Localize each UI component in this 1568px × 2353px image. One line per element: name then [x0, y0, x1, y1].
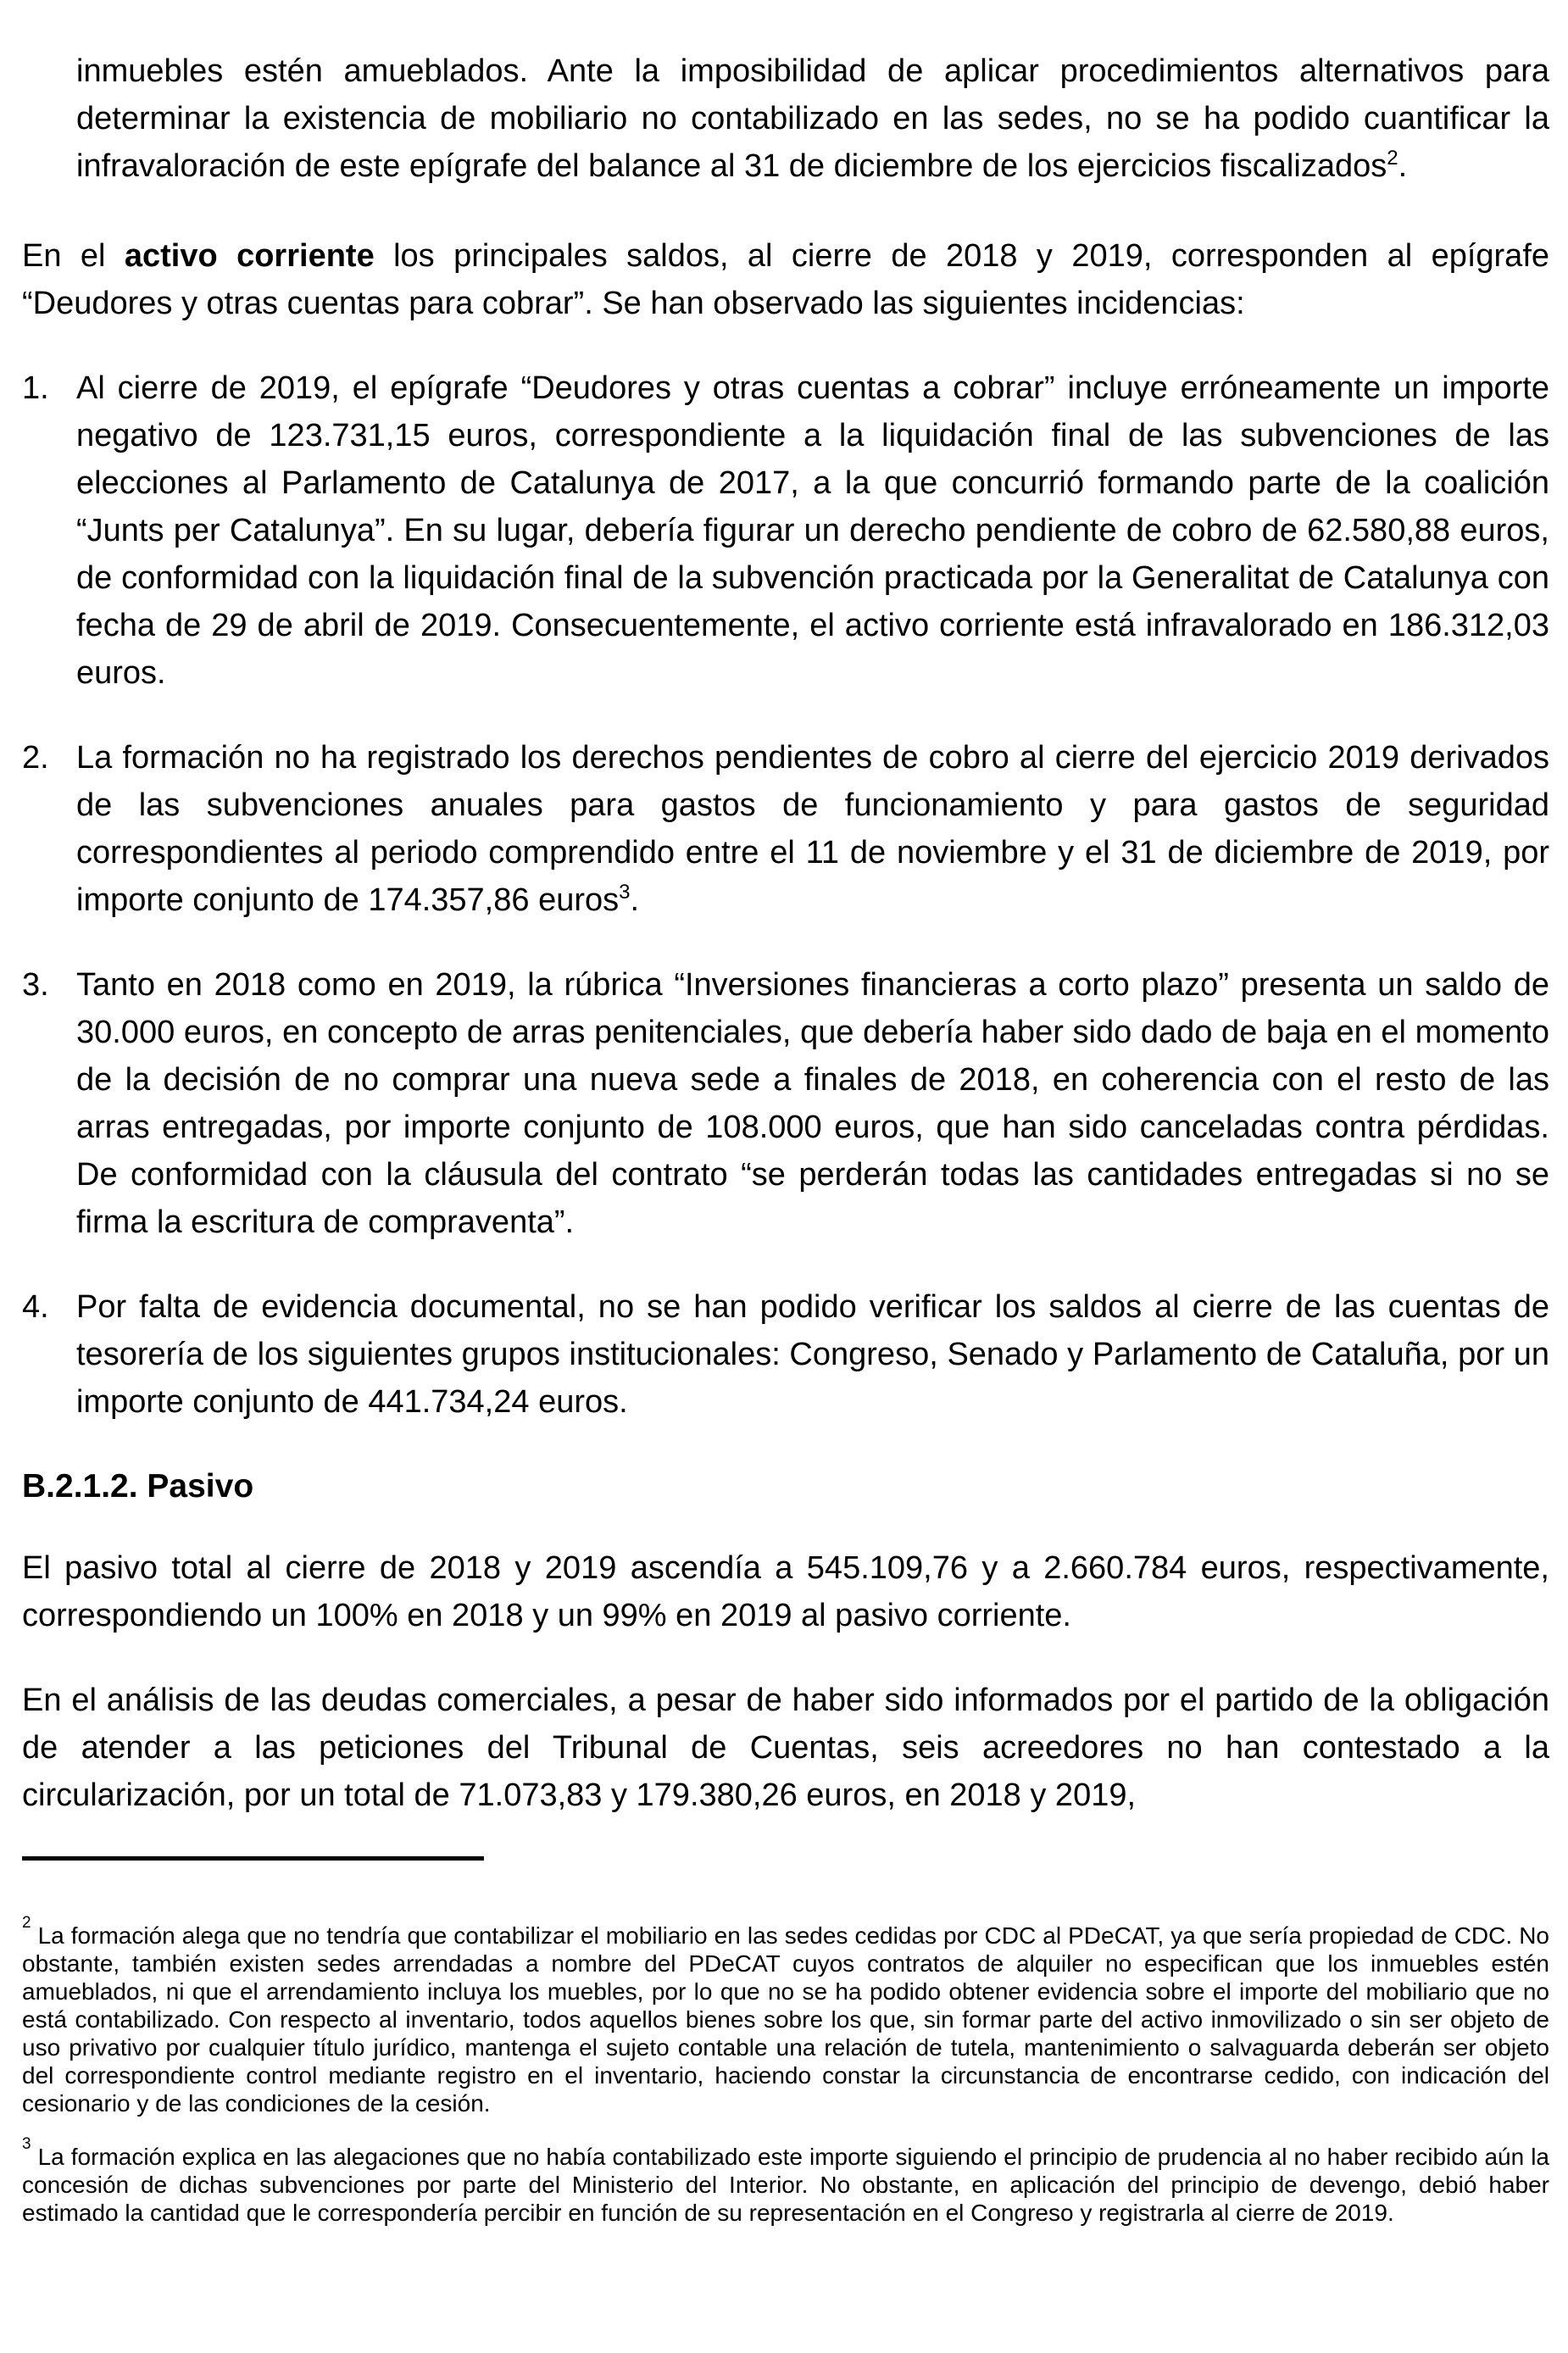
footnote-marker: 3	[22, 2134, 31, 2153]
section-heading-pasivo: B.2.1.2. Pasivo	[22, 1468, 254, 1505]
footnote-ref-3: 3	[619, 881, 631, 904]
intro-paragraph	[22, 232, 1549, 327]
list-item	[22, 364, 1549, 697]
pasivo-total-paragraph: El pasivo total al cierre de 2018 y 2019 ascendía a 545.109,76 y a 2.660.784 euros, respectivamente, correspondiendo un 100% en 2018 y un 99% en 2019 al pasivo corriente.	[22, 1550, 1549, 1633]
list-item-number: 1.	[22, 370, 49, 406]
list-item-number: 2.	[22, 740, 49, 776]
paragraph-text: .	[1398, 148, 1408, 184]
list-item-text: Por falta de evidencia documental, no se han podido verificar los saldos al cierre de las cuentas de tesorería de los siguientes grupos institucionales: Congreso, Senado y Parlamento de Cataluña, por un importe conjunto de 441.734,24 euros.	[76, 1289, 1549, 1420]
list-item-number: 4.	[22, 1289, 49, 1325]
deudas-comerciales-paragraph: En el análisis de las deudas comerciales, a pesar de haber sido informados por el partido de la obligación de atender a las peticiones del Tribunal de Cuentas, seis acreedores no han contestado a la circularización, por un total de 71.073,83 y 179.380,26 euros, en 2018 y 2019,	[22, 1683, 1549, 1813]
footnote-text: La formación alega que no tendría que contabilizar el mobiliario en las sedes cedidas por CDC al PDeCAT, ya que sería propiedad de CDC. No obstante, también existen sedes arrendadas a nombre del PDeCAT cuyos contratos de alquiler no especifican que los inmuebles estén amueblados, ni que el arrendamiento incluya los muebles, por lo que no se ha podido obtener evidencia sobre el importe del mobiliario que no está contabilizado. Con respecto al inventario, todos aquellos bienes sobre los que, sin formar parte del activo inmovilizado o sin ser objeto de uso privativo por cualquier título jurídico, mantenga el sujeto contable una relación de tutela, mantenimiento o salvaguarda deberán ser objeto del correspondiente control mediante registro en el inventario, haciendo constar la circunstancia de encontrarse cedido, con indicación del cesionario y de las condiciones de la cesión.	[22, 1922, 1549, 2117]
footnote-3	[22, 2134, 1549, 2227]
list-item-text: Tanto en 2018 como en 2019, la rúbrica “Inversiones financieras a corto plazo” presenta un saldo de 30.000 euros, en concepto de arras penitenciales, que debería haber sido dado de baja en el momento de la decisión de no comprar una nueva sede a finales de 2018, en coherencia con el resto de las arras entregadas, por importe conjunto de 108.000 euros, que han sido canceladas contra pérdidas. De conformidad con la cláusula del contrato “se perderán todas las cantidades entregadas si no se firma la escritura de compraventa”.	[76, 967, 1549, 1240]
paragraph-text: En el	[22, 238, 125, 274]
list-item-text: Al cierre de 2019, el epígrafe “Deudores y otras cuentas a cobrar” incluye erróneamente un importe negativo de 123.731,15 euros, correspondiente a la liquidación final de las subvenciones de las elecciones al Parlamento de Catalunya de 2017, a la que concurrió formando parte de la coalición “Junts per Catalunya”. En su lugar, debería figurar un derecho pendiente de cobro de 62.580,88 euros, de conformidad con la liquidación final de la subvención practicada por la Generalitat de Catalunya con fecha de 29 de abril de 2019. Consecuentemente, el activo corriente está infravalorado en 186.312,03 euros.	[76, 370, 1549, 691]
footnotes-section	[22, 1913, 1549, 2227]
footnote-marker: 2	[22, 1913, 31, 1932]
bold-activo-corriente: activo corriente	[124, 238, 375, 274]
list-item	[22, 961, 1549, 1246]
list-item-text: .	[630, 882, 640, 918]
list-item-text: La formación no ha registrado los derechos pendientes de cobro al cierre del ejercicio 2019 derivados de las subvenciones anuales para gastos de funcionamiento y para gastos de seguridad correspondientes al periodo comprendido entre el 11 de noviembre y el 31 de diciembre de 2019, por importe conjunto de 174.357,86 euros	[76, 740, 1549, 918]
footnote-2	[22, 1913, 1549, 2117]
footnote-text: La formación explica en las alegaciones que no había contabilizado este importe siguiendo el principio de prudencia al no haber recibido aún la concesión de dichas subvenciones por parte del Ministerio del Interior. No obstante, en aplicación del principio de devengo, debió haber estimado la cantidad que le correspondería percibir en función de su representación en el Congreso y registrarla al cierre de 2019.	[22, 2144, 1549, 2226]
list-item-number: 3.	[22, 967, 49, 1003]
incidencias-list	[22, 364, 1549, 1426]
list-item	[22, 1283, 1549, 1426]
footnote-ref-2: 2	[1387, 147, 1398, 170]
list-item	[22, 734, 1549, 924]
paragraph-text: inmuebles estén amueblados. Ante la imposibilidad de aplicar procedimientos alternativos para determinar la existencia de mobiliario no contabilizado en las sedes, no se ha podido cuantificar la infravaloración de este epígrafe del balance al 31 de diciembre de los ejercicios fiscalizados	[76, 53, 1549, 184]
continuation-paragraph	[76, 47, 1549, 190]
footnote-separator	[22, 1856, 484, 1861]
paragraph-text: los principales saldos, al cierre de 2018 y 2019, corresponden al epígrafe “Deudores y otras cuentas para cobrar”. Se han observado las siguientes incidencias:	[22, 238, 1550, 321]
